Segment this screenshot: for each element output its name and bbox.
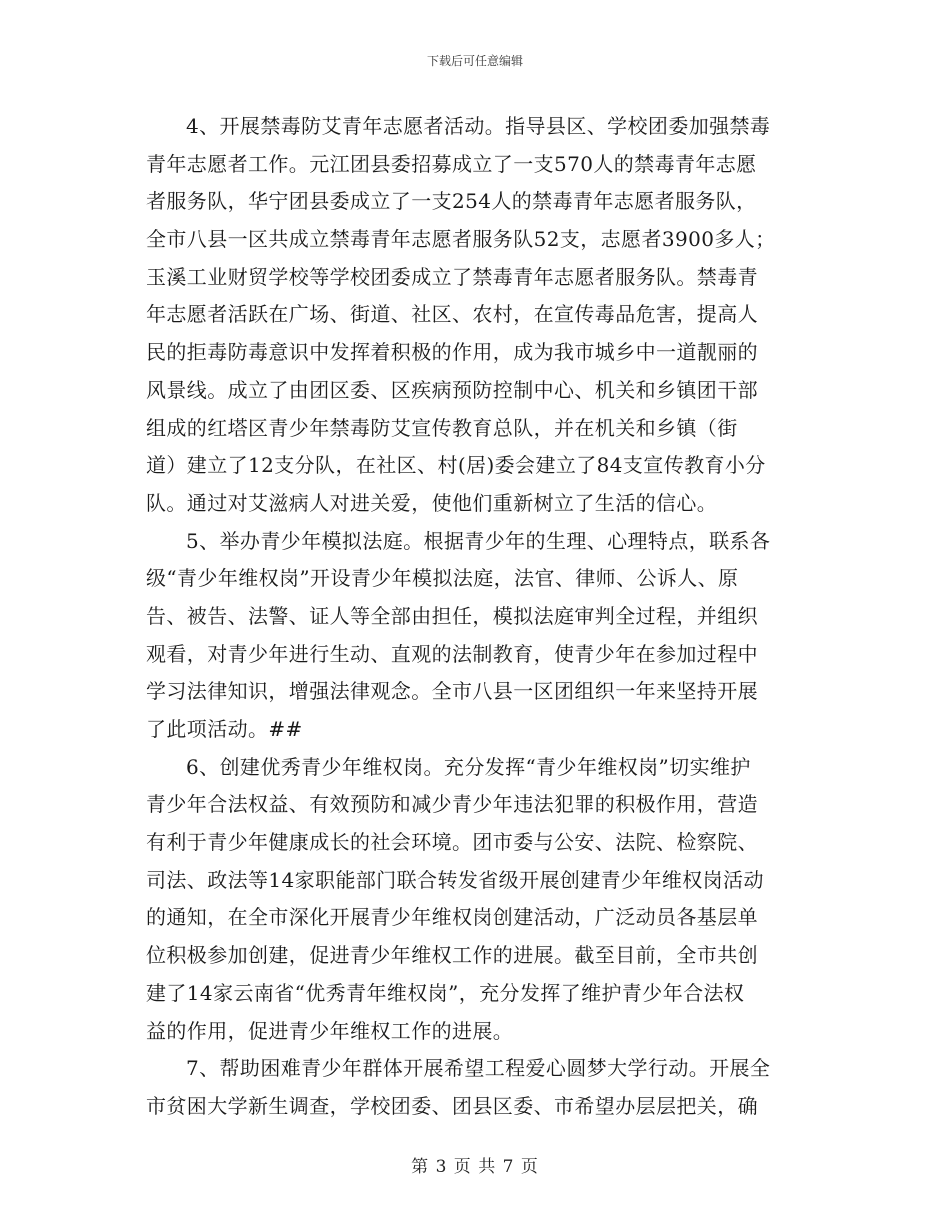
paragraph-6-line-1: 6、创建优秀青少年维权岗。充分发挥“青少年维权岗”切实维护	[186, 754, 751, 779]
paragraph-4-line-1: 4、开展禁毒防艾青年志愿者活动。指导县区、学校团委加强禁毒	[186, 114, 771, 138]
document-body	[146, 108, 806, 1126]
paragraph-4-line-9: 组成的红塔区青少年禁毒防艾宣传教育总队，并在机关和乡镇（街	[146, 415, 738, 440]
paragraph-6-line-8: 益的作用，促进青少年维权工作的进展。	[146, 1018, 514, 1043]
paragraph-6-line-7: 建了14家云南省“优秀青年维权岗”，充分发挥了维护青少年合法权	[146, 980, 745, 1005]
paragraph-6-line-2: 青少年合法权益、有效预防和减少青少年违法犯罪的积极作用，营造	[146, 792, 758, 817]
paragraph-4-line-10: 道）建立了12支分队，在社区、村(居)委会建立了84支宣传教育小分	[146, 453, 766, 478]
paragraph-4-line-3: 者服务队，华宁团县委成立了一支254人的禁毒青年志愿者服务队，	[146, 189, 757, 214]
paragraph-4-line-2: 青年志愿者工作。元江团县委招募成立了一支570人的禁毒青年志愿	[146, 151, 757, 176]
paragraph-5-line-2: 级“青少年维权岗”开设青少年模拟法庭，法官、律师、公诉人、原	[146, 566, 739, 591]
paragraph-4-line-7: 民的拒毒防毒意识中发挥着积极的作用，成为我市城乡中一道靓丽的	[146, 340, 758, 365]
paragraph-6-line-3: 有利于青少年健康成长的社会环境。团市委与公安、法院、检察院、	[146, 830, 758, 855]
paragraph-5-line-4: 观看，对青少年进行生动、直观的法制教育，使青少年在参加过程中	[146, 641, 758, 666]
paragraph-5-line-6: 了此项活动。##	[146, 717, 303, 741]
paragraph-5-line-5: 学习法律知识，增强法律观念。全市八县一区团组织一年来坚持开展	[146, 679, 758, 704]
paragraph-6-line-5: 的通知，在全市深化开展青少年维权岗创建活动，广泛动员各基层单	[146, 905, 758, 930]
page-header: 下载后可任意编辑	[426, 54, 523, 68]
paragraph-4-line-6: 年志愿者活跃在广场、街道、社区、农村，在宣传毒品危害，提高人	[146, 302, 758, 327]
paragraph-6-line-4: 司法、政法等14家职能部门联合转发省级开展创建青少年维权岗活动	[146, 867, 764, 892]
paragraph-5-line-1: 5、举办青少年模拟法庭。根据青少年的生理、心理特点，联系各	[186, 528, 771, 553]
paragraph-4-line-8: 风景线。成立了由团区委、区疾病预防控制中心、机关和乡镇团干部	[146, 377, 758, 402]
paragraph-4-line-5: 玉溪工业财贸学校等学校团委成立了禁毒青年志愿者服务队。禁毒青	[146, 264, 758, 289]
paragraph-4-line-11: 队。通过对艾滋病人对进关爱，使他们重新树立了生活的信心。	[146, 490, 718, 515]
paragraph-7-line-1: 7、帮助困难青少年群体开展希望工程爱心圆梦大学行动。开展全	[186, 1056, 771, 1081]
page-footer: 第 3 页 共 7 页	[411, 1157, 539, 1177]
paragraph-6-line-6: 位积极参加创建，促进青少年维权工作的进展。截至目前，全市共创	[146, 943, 758, 968]
paragraph-4-line-4: 全市八县一区共成立禁毒青年志愿者服务队52支，志愿者3900多人；	[146, 227, 776, 252]
paragraph-5-line-3: 告、被告、法警、证人等全部由担任，模拟法庭审判全过程，并组织	[146, 603, 758, 628]
paragraph-7-line-2: 市贫困大学新生调查，学校团委、团县区委、市希望办层层把关，确	[146, 1093, 758, 1118]
